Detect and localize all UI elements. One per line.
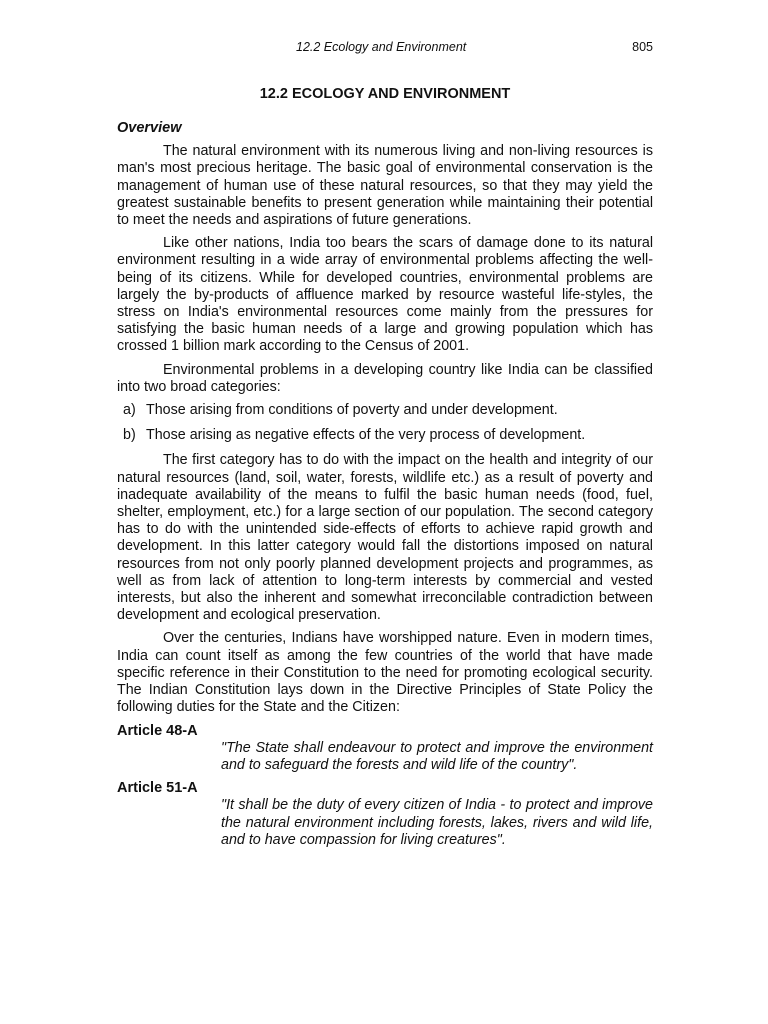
section-title: 12.2 ECOLOGY AND ENVIRONMENT: [259, 86, 511, 102]
list-marker: a): [123, 402, 136, 419]
list-item: [123, 427, 653, 444]
list-item-text: Those arising as negative effects of the very process of development.: [146, 427, 586, 444]
page-number: 805: [632, 40, 653, 54]
paragraph-3: Environmental problems in a developing country like India can be classified into two broad categories:: [117, 361, 653, 395]
article-48a-quote: "The State shall endeavour to protect and improve the environment and to safeguard the forests and wild life of the country".: [221, 739, 653, 773]
category-list: [117, 402, 653, 444]
article-51a-quote: "It shall be the duty of every citizen of India - to protect and improve the natural environment including forests, lakes, rivers and wild life, and to have compassion for living creatures".: [221, 797, 653, 848]
overview-heading: Overview: [117, 120, 182, 136]
article-51a-label: Article 51-A: [117, 780, 198, 797]
paragraph-5: Over the centuries, Indians have worshipped nature. Even in modern times, India can count itself as among the few countries of the world that have made specific reference in their Constitution to the need for promoting ecological security. The Indian Constitution lays down in the Directive Principles of State Policy the following duties for the State and the Citizen:: [117, 630, 653, 716]
list-item-text: Those arising from conditions of poverty and under development.: [146, 402, 558, 419]
document-body: [117, 120, 653, 855]
running-header-section: 12.2 Ecology and Environment: [296, 40, 467, 54]
article-48a-label: Article 48-A: [117, 722, 198, 739]
paragraph-2: Like other nations, India too bears the scars of damage done to its natural environment resulting in a wide array of environmental problems affecting the well-being of its citizens. While for developed countries, environmental problems are largely the by-products of affluence marked by resource wasteful life-styles, the stress on India's environmental resources come mainly from the pressures for satisfying the basic human needs of a large and growing population which has crossed 1 billion mark according to the Census of 2001.: [117, 235, 653, 355]
running-header: [117, 40, 653, 60]
list-marker: b): [123, 427, 136, 444]
paragraph-1: The natural environment with its numerous living and non-living resources is man's most precious heritage. The basic goal of environmental conservation is the management of human use of these natural resources, so that they may yield the greatest sustainable benefits to present generation while maintaining their potential to meet the needs and aspirations of future generations.: [117, 143, 653, 229]
list-item: [123, 402, 653, 419]
paragraph-4: The first category has to do with the impact on the health and integrity of our natural resources (land, soil, water, forests, wildlife etc.) as a result of poverty and inadequate availability of the means to fulfil the basic human needs (food, fuel, shelter, employment, etc.) for a large section of our population. The second category has to do with the unintended side-effects of efforts to achieve rapid growth and development. In this latter category would fall the distortions imposed on natural resources from not only poorly planned development projects and programmes, as well as from lack of attention to long-term interests by commercial and vested interests, but also the inherent and somewhat irreconcilable contradiction between development and ecological preservation.: [117, 452, 653, 624]
